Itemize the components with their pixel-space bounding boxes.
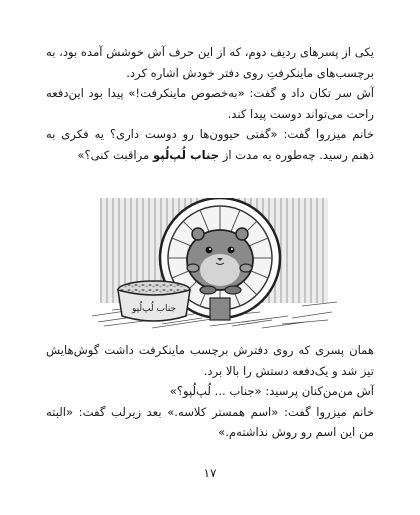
paragraph-3-start: خانم میزروا گفت: «گفتی حیوون‌ها رو دوست داری؟ یه فکری به ذهنم رسید. چه‌طوره یه مدت از <box>46 127 374 162</box>
page-number: ۱۷ <box>203 466 217 480</box>
paragraph-3-end: مراقبت کنی؟» <box>77 147 153 162</box>
bottom-text-block <box>46 340 374 443</box>
hamster-illustration <box>92 198 337 330</box>
paragraph-2: آش سر تکان داد و گفت: «به‌خصوص ماینکرفت!» پیدا بود این‌دفعه راحت می‌تواند دوست پیدا کند. <box>46 86 374 121</box>
paragraph-3 <box>46 124 374 165</box>
paragraph-6: خانم میزروا گفت: «اسم همستر کلاسه.» بعد زیرلب گفت: «البته من این اسم رو روش نذاشته‌م.» <box>46 404 374 440</box>
paragraph-4: همان پسری که روی دفترش برچسب ماینکرفت داشت گوش‌هایش تیز شد و یک‌دفعه دستش را بالا برد. <box>46 343 374 378</box>
food-bowl <box>118 281 190 321</box>
paragraph-1: یکی از پسرهای ردیف دوم، که از این حرف آش خوشش آمده بود، به برچسب‌های ماینکرفتِ روی دفتر خودش اشاره کرد. <box>46 45 374 80</box>
hamster-name-bold: جناب لُپ‌لُپو <box>152 147 220 162</box>
paragraph-5: آش من‌من‌کنان پرسید: «جناب ... لُپ‌لُپو؟» <box>169 384 374 399</box>
bowl-label: جناب لُپ‌لُپو <box>131 304 177 314</box>
top-text-block <box>46 42 374 166</box>
